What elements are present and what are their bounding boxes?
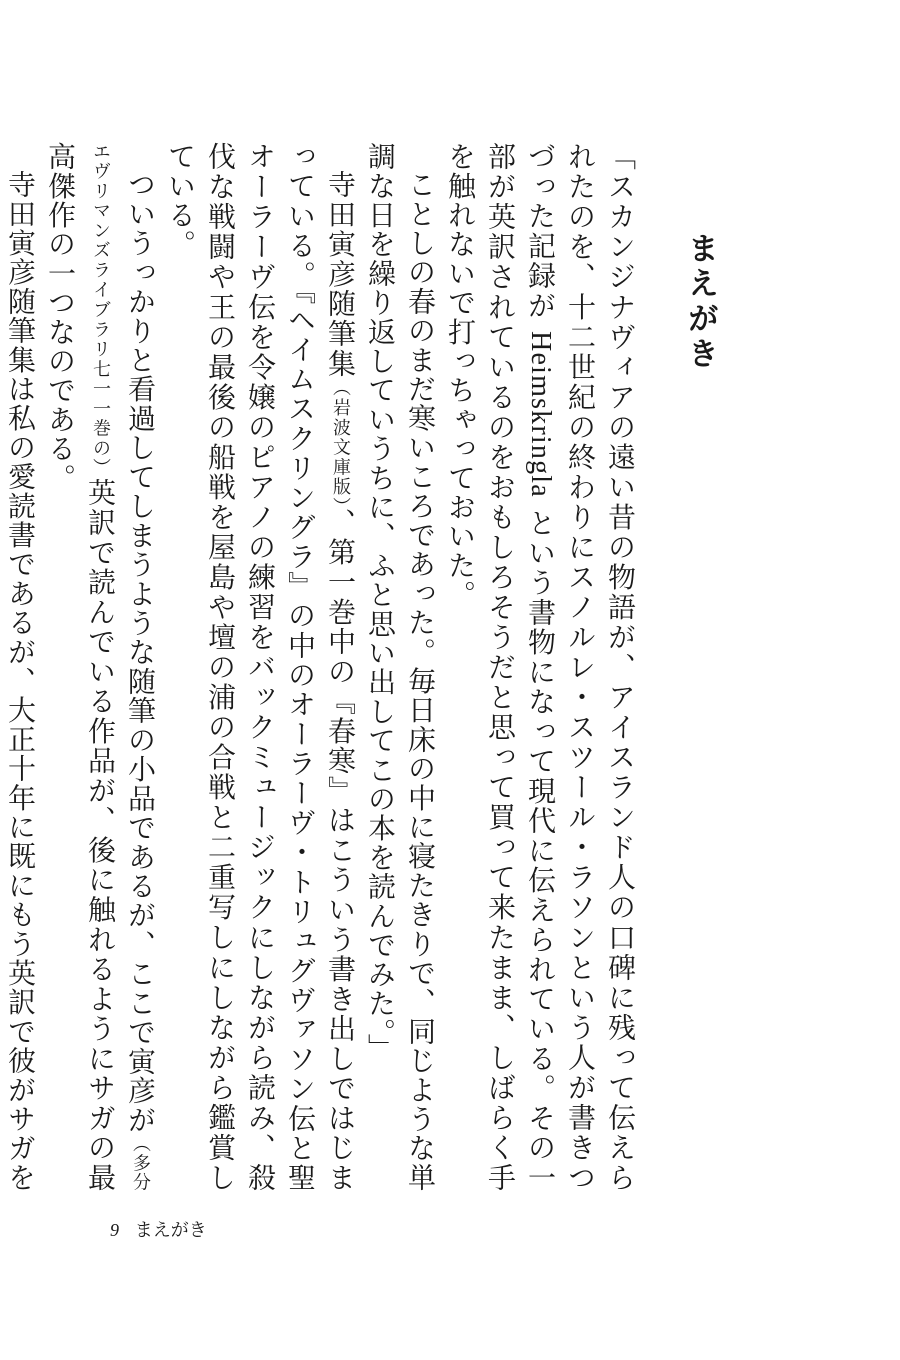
paragraph (440, 142, 640, 1192)
text-run: 英訳で読んでいる作品が、後に触れるようにサガの最高傑作の一つなのである。 (44, 142, 117, 1192)
paragraph (40, 142, 160, 1192)
latin-term: Heimskringla (525, 331, 556, 498)
running-title: まえがき (134, 1220, 207, 1241)
text-run: ついうっかりと看過してしまうような随筆の小品であるが、ここで寅彦が (124, 170, 157, 1135)
text-run: 寺田寅彦随筆集 (324, 170, 357, 379)
text-run: 寺田寅彦随筆集は私の愛読書であるが、大正十年に既にもう英訳で彼がサガを (4, 170, 37, 1192)
page-number: 9 (110, 1220, 119, 1240)
inline-note: （多分エヴリマンズライブラリ七一一巻の） (90, 142, 151, 1192)
inline-note: （岩波文庫版） (330, 378, 351, 508)
paragraph (360, 142, 440, 1192)
body-text (4, 142, 640, 1192)
text-run: 「スカンジナヴィアの遠い昔の物語が、アイスランド人の口碑に残って伝えられたのを、十二世紀の終わりにスノルレ・スツール・ラソンという人が書きつづった記録が (524, 142, 637, 1192)
page-footer (110, 1210, 207, 1250)
text-run: という書物になって現代に伝えられている。その一部が英訳されているのをおもしろそうだと思って買って来たまま、しばらく手を触れないで打っちゃっておいた。 (444, 142, 557, 1192)
paragraph (160, 142, 360, 1192)
text-run: ことしの春のまだ寒いころであった。毎日床の中に寝たきりで、同じような単調な日を繰り返していうちに、ふと思い出してこの本を読んでみた。」 (364, 142, 437, 1192)
paragraph (0, 142, 40, 1192)
text-run: 、第一巻中の『春寒』はこういう書き出しではじまっている。『ヘイムスクリングラ』の中のオーラーヴ・トリュグヴァソン伝と聖オーラーヴ伝を令嬢のピアノの練習をバックミュージックにしながら読み、殺伐な戦闘や王の最後の船戦を屋島や壇の浦の合戦と二重写しにしながら鑑賞している。 (164, 142, 357, 1192)
chapter-title: まえがき (682, 232, 718, 372)
